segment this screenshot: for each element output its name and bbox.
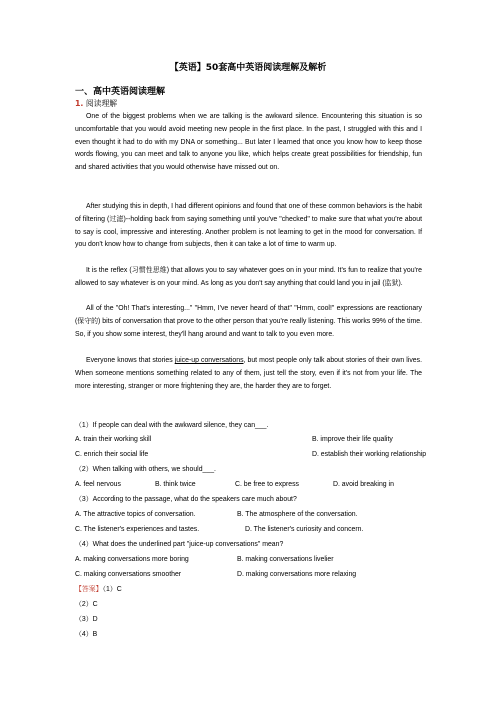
q1-option-a: A. train their working skill: [75, 436, 152, 443]
paragraph-3: It is the reflex (习惯性思维) that allows you to say whatever goes on in your mind. It's fun to realize that you're allowed to say whatever is on your mind. As long as you don't say anything that could land you in jail (监狱).: [75, 267, 422, 287]
item-heading: [75, 98, 117, 109]
underlined-phrase: juice-up conversations: [174, 357, 244, 364]
paragraph-2: After studying this in depth, I had different opinions and found that one of these common behaviors is the habit of filtering (过滤)--holding back from saying something until you've "checked" to make sure that what you're about to say is cool, impressive and interesting. Another problem is not learning to get in the mood for conversation. If you don't know how to change from subjects, then it can take a lot of time to warm up.: [75, 203, 422, 249]
paragraph-1: One of the biggest problems when we are talking is the awkward silence. Encountering this situation is so uncomfortable that you would avoid meeting new people in the first place. In the past, I struggled with this and I even thought it had to do with my DNA or something... But later I learned that once you know how to keep those words flowing, you can meet and talk to anyone you like, which helps create great possibilities for friendship, fun and shared activities that you would otherwise have missed out on.: [75, 113, 422, 172]
question-4: （4）What does the underlined part "juice-up conversations" mean?: [75, 541, 284, 548]
item-label: 阅读理解: [85, 99, 118, 108]
q4-options-row2: [75, 569, 357, 581]
q1-option-b: B. improve their life quality: [312, 436, 393, 443]
q3-options-row1: [75, 509, 358, 521]
paragraph-5-text-b: , but most people only talk about stories of their own lives. When someone mentions something related to any of them, just tell the story, even if it's not from your life. The more interesting, stranger or more frightening they are, the harder they are to forget.: [75, 357, 422, 390]
question-1: （1）If people can deal with the awkward silence, they can___.: [75, 422, 269, 429]
q4-option-c: C. making conversations smoother: [75, 571, 182, 578]
q2-option-a: A. feel nervous: [75, 481, 121, 488]
q4-options-row1: [75, 554, 334, 566]
section-heading: 一、高中英语阅读理解: [75, 87, 166, 97]
q3-options-row2: [75, 524, 364, 536]
q1-option-c: C. enrich their social life: [75, 451, 149, 458]
question-3: （3）According to the passage, what do the speakers care much about?: [75, 496, 297, 503]
q1-options-row2: [75, 449, 427, 461]
answer-1: （1）C: [102, 586, 122, 593]
paragraph-4: All of the "Oh! That's interesting..." "Hmm, I've never heard of that" "Hmm, cool!" expressions are reactionary (保守的) bits of conversation that prove to the other person that you're really listening. This works 99% of the time. So, if you show some interest, they'll hang around and want to talk to you even more.: [75, 305, 422, 338]
q4-option-d: D. making conversations more relaxing: [237, 571, 357, 578]
answer-3: （3）D: [75, 616, 98, 623]
answer-2: （2）C: [75, 601, 98, 608]
q1-option-d: D. establish their working relationship: [312, 451, 427, 458]
q2-option-b: B. think twice: [155, 481, 196, 488]
paragraph-5-text-a: Everyone knows that stories: [86, 357, 175, 364]
q3-option-a: A. The attractive topics of conversation.: [75, 511, 196, 518]
answer-row-1: [75, 584, 122, 596]
q4-option-a: A. making conversations more boring: [75, 556, 189, 563]
question-2: （2）When talking with others, we should___.: [75, 466, 216, 473]
q3-option-b: B. The atmosphere of the conversation.: [237, 511, 358, 518]
q4-option-b: B. making conversations livelier: [237, 556, 334, 563]
answer-label: 【答案】: [75, 586, 103, 593]
paragraph-5: [75, 355, 422, 393]
q2-option-d: D. avoid breaking in: [333, 481, 394, 488]
q2-options-row: [75, 479, 422, 491]
answer-4: （4）B: [75, 631, 98, 638]
q3-option-c: C. The listener's experiences and tastes.: [75, 526, 200, 533]
item-number: 1.: [75, 99, 84, 108]
q2-option-c: C. be free to express: [235, 481, 299, 488]
q1-options-row1: [75, 434, 393, 446]
q3-option-d: D. The listener's curiosity and concern.: [245, 526, 364, 533]
document-title: 【英语】50套高中英语阅读理解及解析: [169, 63, 327, 73]
